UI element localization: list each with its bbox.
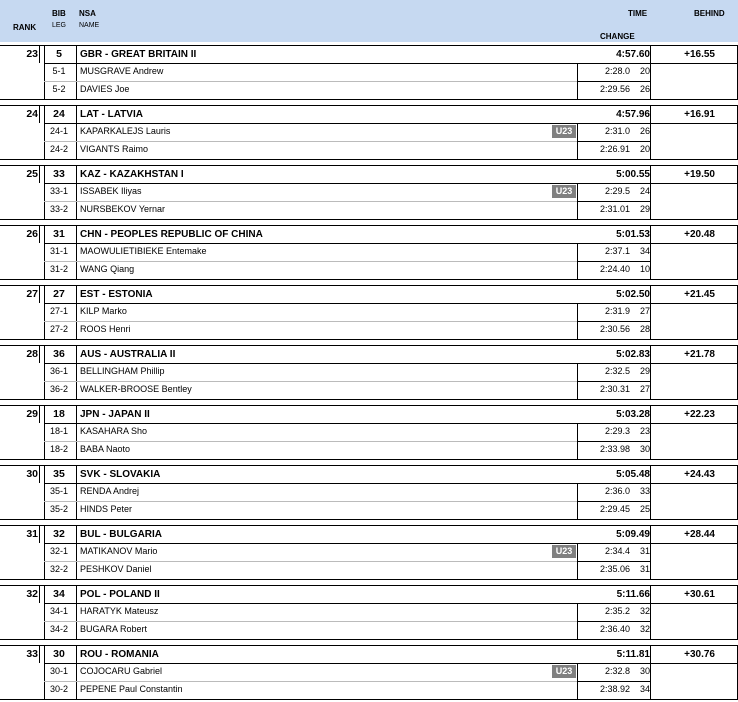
- team-block: [0, 465, 738, 519]
- leg-row: [0, 621, 738, 640]
- leg-divider: [44, 621, 577, 622]
- team-time: 4:57.96: [616, 109, 650, 120]
- leg-rank: 23: [639, 426, 650, 436]
- leg-rank: 31: [639, 564, 650, 574]
- team-rank: 31: [26, 528, 38, 540]
- leg-divider: [44, 681, 577, 682]
- leg-row: [0, 363, 738, 381]
- time-box-mid: [577, 621, 650, 622]
- leg-row: [0, 183, 738, 201]
- team-behind: +21.45: [684, 289, 715, 300]
- leg-divider-top: [44, 123, 737, 124]
- leg-time: 2:29.3: [604, 426, 630, 436]
- leg-divider: [44, 141, 577, 142]
- time-box-mid: [577, 81, 650, 82]
- leg-time: 2:32.8: [604, 666, 630, 676]
- athlete-name: BUGARA Robert: [80, 624, 148, 634]
- leg-row: [0, 543, 738, 561]
- leg-time: 2:35.2: [604, 606, 630, 616]
- leg-row: [0, 321, 738, 340]
- leg-time: 2:34.4: [604, 546, 630, 556]
- u23-badge: U23: [552, 125, 576, 138]
- team-nsa: ROU - ROMANIA: [80, 649, 159, 660]
- leg-row: [0, 603, 738, 621]
- athlete-name: VIGANTS Raimo: [80, 144, 149, 154]
- leg-row: [0, 141, 738, 160]
- leg-time: 2:36.0: [604, 486, 630, 496]
- leg-rank: 27: [639, 306, 650, 316]
- team-row: [0, 105, 738, 124]
- leg-divider-top: [44, 303, 737, 304]
- leg-row: [0, 81, 738, 100]
- column-divider: [39, 225, 40, 243]
- athlete-name: RENDA Andrej: [80, 486, 140, 496]
- team-rank: 29: [26, 408, 38, 420]
- leg-divider-top: [44, 63, 737, 64]
- athlete-name: BELLINGHAM Phillip: [80, 366, 165, 376]
- leg-row: [0, 663, 738, 681]
- team-block: [0, 525, 738, 579]
- leg-divider-top: [44, 603, 737, 604]
- team-bib: 30: [53, 648, 65, 660]
- team-time: 5:02.50: [616, 289, 650, 300]
- leg-time: 2:28.0: [604, 66, 630, 76]
- athlete-name: WANG Qiang: [80, 264, 135, 274]
- leg-divider: [44, 561, 577, 562]
- team-row: [0, 525, 738, 544]
- team-time: 5:09.49: [616, 529, 650, 540]
- header-rank: RANK: [13, 23, 37, 32]
- header-time: TIME: [628, 9, 648, 18]
- team-nsa: GBR - GREAT BRITAIN II: [80, 49, 197, 60]
- leg-rank: 30: [639, 666, 650, 676]
- team-bib: 34: [53, 588, 65, 600]
- leg-number: 24-1: [49, 126, 68, 136]
- team-time: 5:05.48: [616, 469, 650, 480]
- leg-divider: [44, 381, 577, 382]
- team-behind: +19.50: [684, 169, 715, 180]
- team-behind: +16.91: [684, 109, 715, 120]
- header-behind: BEHIND: [694, 9, 725, 18]
- athlete-name: KASAHARA Sho: [80, 426, 148, 436]
- leg-number: 36-1: [49, 366, 68, 376]
- team-time: 5:11.81: [616, 649, 650, 660]
- column-divider: [39, 645, 40, 663]
- leg-rank: 20: [639, 144, 650, 154]
- leg-number: 18-1: [49, 426, 68, 436]
- u23-badge: U23: [552, 185, 576, 198]
- column-divider: [39, 165, 40, 183]
- team-bib: 33: [53, 168, 65, 180]
- leg-number: 33-2: [49, 204, 68, 214]
- leg-time: 2:36.40: [599, 624, 630, 634]
- team-block: [0, 345, 738, 399]
- athlete-name: HINDS Peter: [80, 504, 133, 514]
- leg-number: 34-1: [49, 606, 68, 616]
- leg-time: 2:29.45: [599, 504, 630, 514]
- leg-rank: 25: [639, 504, 650, 514]
- athlete-name: PEPENE Paul Constantin: [80, 684, 183, 694]
- leg-divider-top: [44, 183, 737, 184]
- team-nsa: BUL - BULGARIA: [80, 529, 163, 540]
- leg-time: 2:37.1: [604, 246, 630, 256]
- team-rank: 32: [26, 588, 38, 600]
- leg-number: 5-2: [52, 84, 66, 94]
- athlete-name: ISSABEK Iliyas: [80, 186, 142, 196]
- athlete-name: COJOCARU Gabriel: [80, 666, 163, 676]
- leg-number: 32-2: [49, 564, 68, 574]
- leg-number: 24-2: [49, 144, 68, 154]
- team-nsa: KAZ - KAZAKHSTAN I: [80, 169, 184, 180]
- time-box-mid: [577, 561, 650, 562]
- team-bib: 5: [56, 48, 62, 60]
- team-rank: 23: [26, 48, 38, 60]
- athlete-name: BABA Naoto: [80, 444, 131, 454]
- leg-rank: 26: [639, 84, 650, 94]
- leg-divider: [44, 261, 577, 262]
- column-divider: [39, 45, 40, 63]
- leg-time: 2:31.0: [604, 126, 630, 136]
- leg-number: 31-2: [49, 264, 68, 274]
- leg-row: [0, 501, 738, 520]
- leg-rank: 34: [639, 246, 650, 256]
- team-row: [0, 405, 738, 424]
- u23-badge: U23: [552, 545, 576, 558]
- header-leg: LEG: [52, 22, 67, 29]
- leg-rank: 24: [639, 186, 650, 196]
- team-nsa: SVK - SLOVAKIA: [80, 469, 161, 480]
- leg-rank: 32: [639, 624, 650, 634]
- leg-row: [0, 243, 738, 261]
- leg-number: 35-2: [49, 504, 68, 514]
- team-row: [0, 225, 738, 244]
- team-rank: 25: [26, 168, 38, 180]
- leg-divider-top: [44, 543, 737, 544]
- leg-time: 2:24.40: [599, 264, 630, 274]
- team-time: 5:11.66: [616, 589, 650, 600]
- team-nsa: LAT - LATVIA: [80, 109, 143, 120]
- leg-rank: 30: [639, 444, 650, 454]
- team-behind: +24.43: [684, 469, 715, 480]
- column-divider: [39, 585, 40, 603]
- leg-time: 2:29.5: [604, 186, 630, 196]
- leg-number: 32-1: [49, 546, 68, 556]
- athlete-name: MATIKANOV Mario: [80, 546, 158, 556]
- team-block: [0, 405, 738, 459]
- leg-number: 30-2: [49, 684, 68, 694]
- team-block: [0, 45, 738, 99]
- team-bib: 18: [53, 408, 65, 420]
- athlete-name: KAPARKALEJS Lauris: [80, 126, 171, 136]
- leg-row: [0, 423, 738, 441]
- team-time: 5:02.83: [616, 349, 650, 360]
- leg-time: 2:29.56: [599, 84, 630, 94]
- team-rank: 28: [26, 348, 38, 360]
- leg-time: 2:30.56: [599, 324, 630, 334]
- team-block: [0, 105, 738, 159]
- leg-row: [0, 123, 738, 141]
- leg-row: [0, 303, 738, 321]
- team-bib: 31: [53, 228, 65, 240]
- leg-number: 36-2: [49, 384, 68, 394]
- team-row: [0, 465, 738, 484]
- leg-divider-top: [44, 663, 737, 664]
- team-row: [0, 165, 738, 184]
- leg-rank: 32: [639, 606, 650, 616]
- leg-rank: 29: [639, 204, 650, 214]
- leg-row: [0, 381, 738, 400]
- time-box-mid: [577, 501, 650, 502]
- leg-time: 2:35.06: [599, 564, 630, 574]
- athlete-name: WALKER-BROOSE Bentley: [80, 384, 192, 394]
- athlete-name: MAOWULIETIBIEKE Entemake: [80, 246, 207, 256]
- team-rank: 33: [26, 648, 38, 660]
- athlete-name: DAVIES Joe: [80, 84, 130, 94]
- leg-rank: 31: [639, 546, 650, 556]
- team-time: 5:03.28: [616, 409, 650, 420]
- header-change: CHANGE: [600, 32, 635, 41]
- leg-number: 18-2: [49, 444, 68, 454]
- leg-row: [0, 483, 738, 501]
- leg-rank: 10: [639, 264, 650, 274]
- leg-number: 27-1: [49, 306, 68, 316]
- team-nsa: AUS - AUSTRALIA II: [80, 349, 176, 360]
- athlete-name: MUSGRAVE Andrew: [80, 66, 164, 76]
- athlete-name: ROOS Henri: [80, 324, 131, 334]
- leg-time: 2:26.91: [599, 144, 630, 154]
- team-behind: +22.23: [684, 409, 715, 420]
- leg-divider: [44, 441, 577, 442]
- athlete-name: PESHKOV Daniel: [80, 564, 152, 574]
- header-name: NAME: [79, 22, 100, 29]
- time-box-mid: [577, 141, 650, 142]
- team-time: 4:57.60: [616, 49, 650, 60]
- team-rank: 27: [26, 288, 38, 300]
- team-behind: +30.61: [684, 589, 715, 600]
- team-row: [0, 285, 738, 304]
- team-behind: +30.76: [684, 649, 715, 660]
- team-nsa: CHN - PEOPLES REPUBLIC OF CHINA: [80, 229, 263, 240]
- leg-time: 2:31.01: [599, 204, 630, 214]
- time-box-mid: [577, 261, 650, 262]
- leg-rank: 29: [639, 366, 650, 376]
- team-bib: 24: [53, 108, 65, 120]
- team-block: [0, 225, 738, 279]
- leg-time: 2:30.31: [599, 384, 630, 394]
- team-time: 5:00.55: [616, 169, 650, 180]
- leg-divider-top: [44, 423, 737, 424]
- team-nsa: JPN - JAPAN II: [80, 409, 150, 420]
- leg-divider: [44, 81, 577, 82]
- athlete-name: KILP Marko: [80, 306, 127, 316]
- column-divider: [39, 105, 40, 123]
- column-divider: [39, 285, 40, 303]
- header-bib: BIB: [52, 9, 66, 18]
- leg-row: [0, 441, 738, 460]
- team-bib: 35: [53, 468, 65, 480]
- time-box-mid: [577, 681, 650, 682]
- athlete-name: HARATYK Mateusz: [80, 606, 159, 616]
- team-block: [0, 165, 738, 219]
- team-nsa: EST - ESTONIA: [80, 289, 153, 300]
- leg-number: 33-1: [49, 186, 68, 196]
- leg-row: [0, 261, 738, 280]
- team-row: [0, 585, 738, 604]
- column-divider: [39, 525, 40, 543]
- team-time: 5:01.53: [616, 229, 650, 240]
- column-divider: [39, 345, 40, 363]
- team-behind: +21.78: [684, 349, 715, 360]
- leg-divider: [44, 201, 577, 202]
- leg-row: [0, 63, 738, 81]
- leg-divider-top: [44, 363, 737, 364]
- team-block: [0, 645, 738, 699]
- leg-row: [0, 201, 738, 220]
- leg-rank: 26: [639, 126, 650, 136]
- leg-row: [0, 561, 738, 580]
- leg-number: 35-1: [49, 486, 68, 496]
- column-divider: [39, 465, 40, 483]
- leg-number: 27-2: [49, 324, 68, 334]
- leg-number: 30-1: [49, 666, 68, 676]
- leg-divider: [44, 321, 577, 322]
- leg-number: 5-1: [52, 66, 66, 76]
- athlete-name: NURSBEKOV Yernar: [80, 204, 166, 214]
- leg-time: 2:31.9: [604, 306, 630, 316]
- leg-rank: 33: [639, 486, 650, 496]
- team-bib: 27: [53, 288, 65, 300]
- team-block: [0, 285, 738, 339]
- team-row: [0, 345, 738, 364]
- team-behind: +28.44: [684, 529, 715, 540]
- leg-time: 2:33.98: [599, 444, 630, 454]
- team-row: [0, 645, 738, 664]
- table-header: [0, 0, 738, 42]
- u23-badge: U23: [552, 665, 576, 678]
- leg-time: 2:32.5: [604, 366, 630, 376]
- team-block: [0, 585, 738, 639]
- team-bib: 36: [53, 348, 65, 360]
- leg-divider: [44, 501, 577, 502]
- time-box-mid: [577, 441, 650, 442]
- team-rank: 30: [26, 468, 38, 480]
- team-row: [0, 45, 738, 64]
- header-nsa: NSA: [79, 9, 96, 18]
- leg-row: [0, 681, 738, 700]
- leg-number: 34-2: [49, 624, 68, 634]
- leg-divider-top: [44, 483, 737, 484]
- time-box-mid: [577, 381, 650, 382]
- time-box-mid: [577, 321, 650, 322]
- team-behind: +20.48: [684, 229, 715, 240]
- team-bib: 32: [53, 528, 65, 540]
- team-nsa: POL - POLAND II: [80, 589, 160, 600]
- leg-rank: 20: [639, 66, 650, 76]
- team-behind: +16.55: [684, 49, 715, 60]
- team-rank: 26: [26, 228, 38, 240]
- team-rank: 24: [26, 108, 38, 120]
- column-divider: [39, 405, 40, 423]
- leg-rank: 28: [639, 324, 650, 334]
- leg-number: 31-1: [49, 246, 68, 256]
- leg-rank: 34: [639, 684, 650, 694]
- leg-time: 2:38.92: [599, 684, 630, 694]
- time-box-mid: [577, 201, 650, 202]
- leg-divider-top: [44, 243, 737, 244]
- leg-rank: 27: [639, 384, 650, 394]
